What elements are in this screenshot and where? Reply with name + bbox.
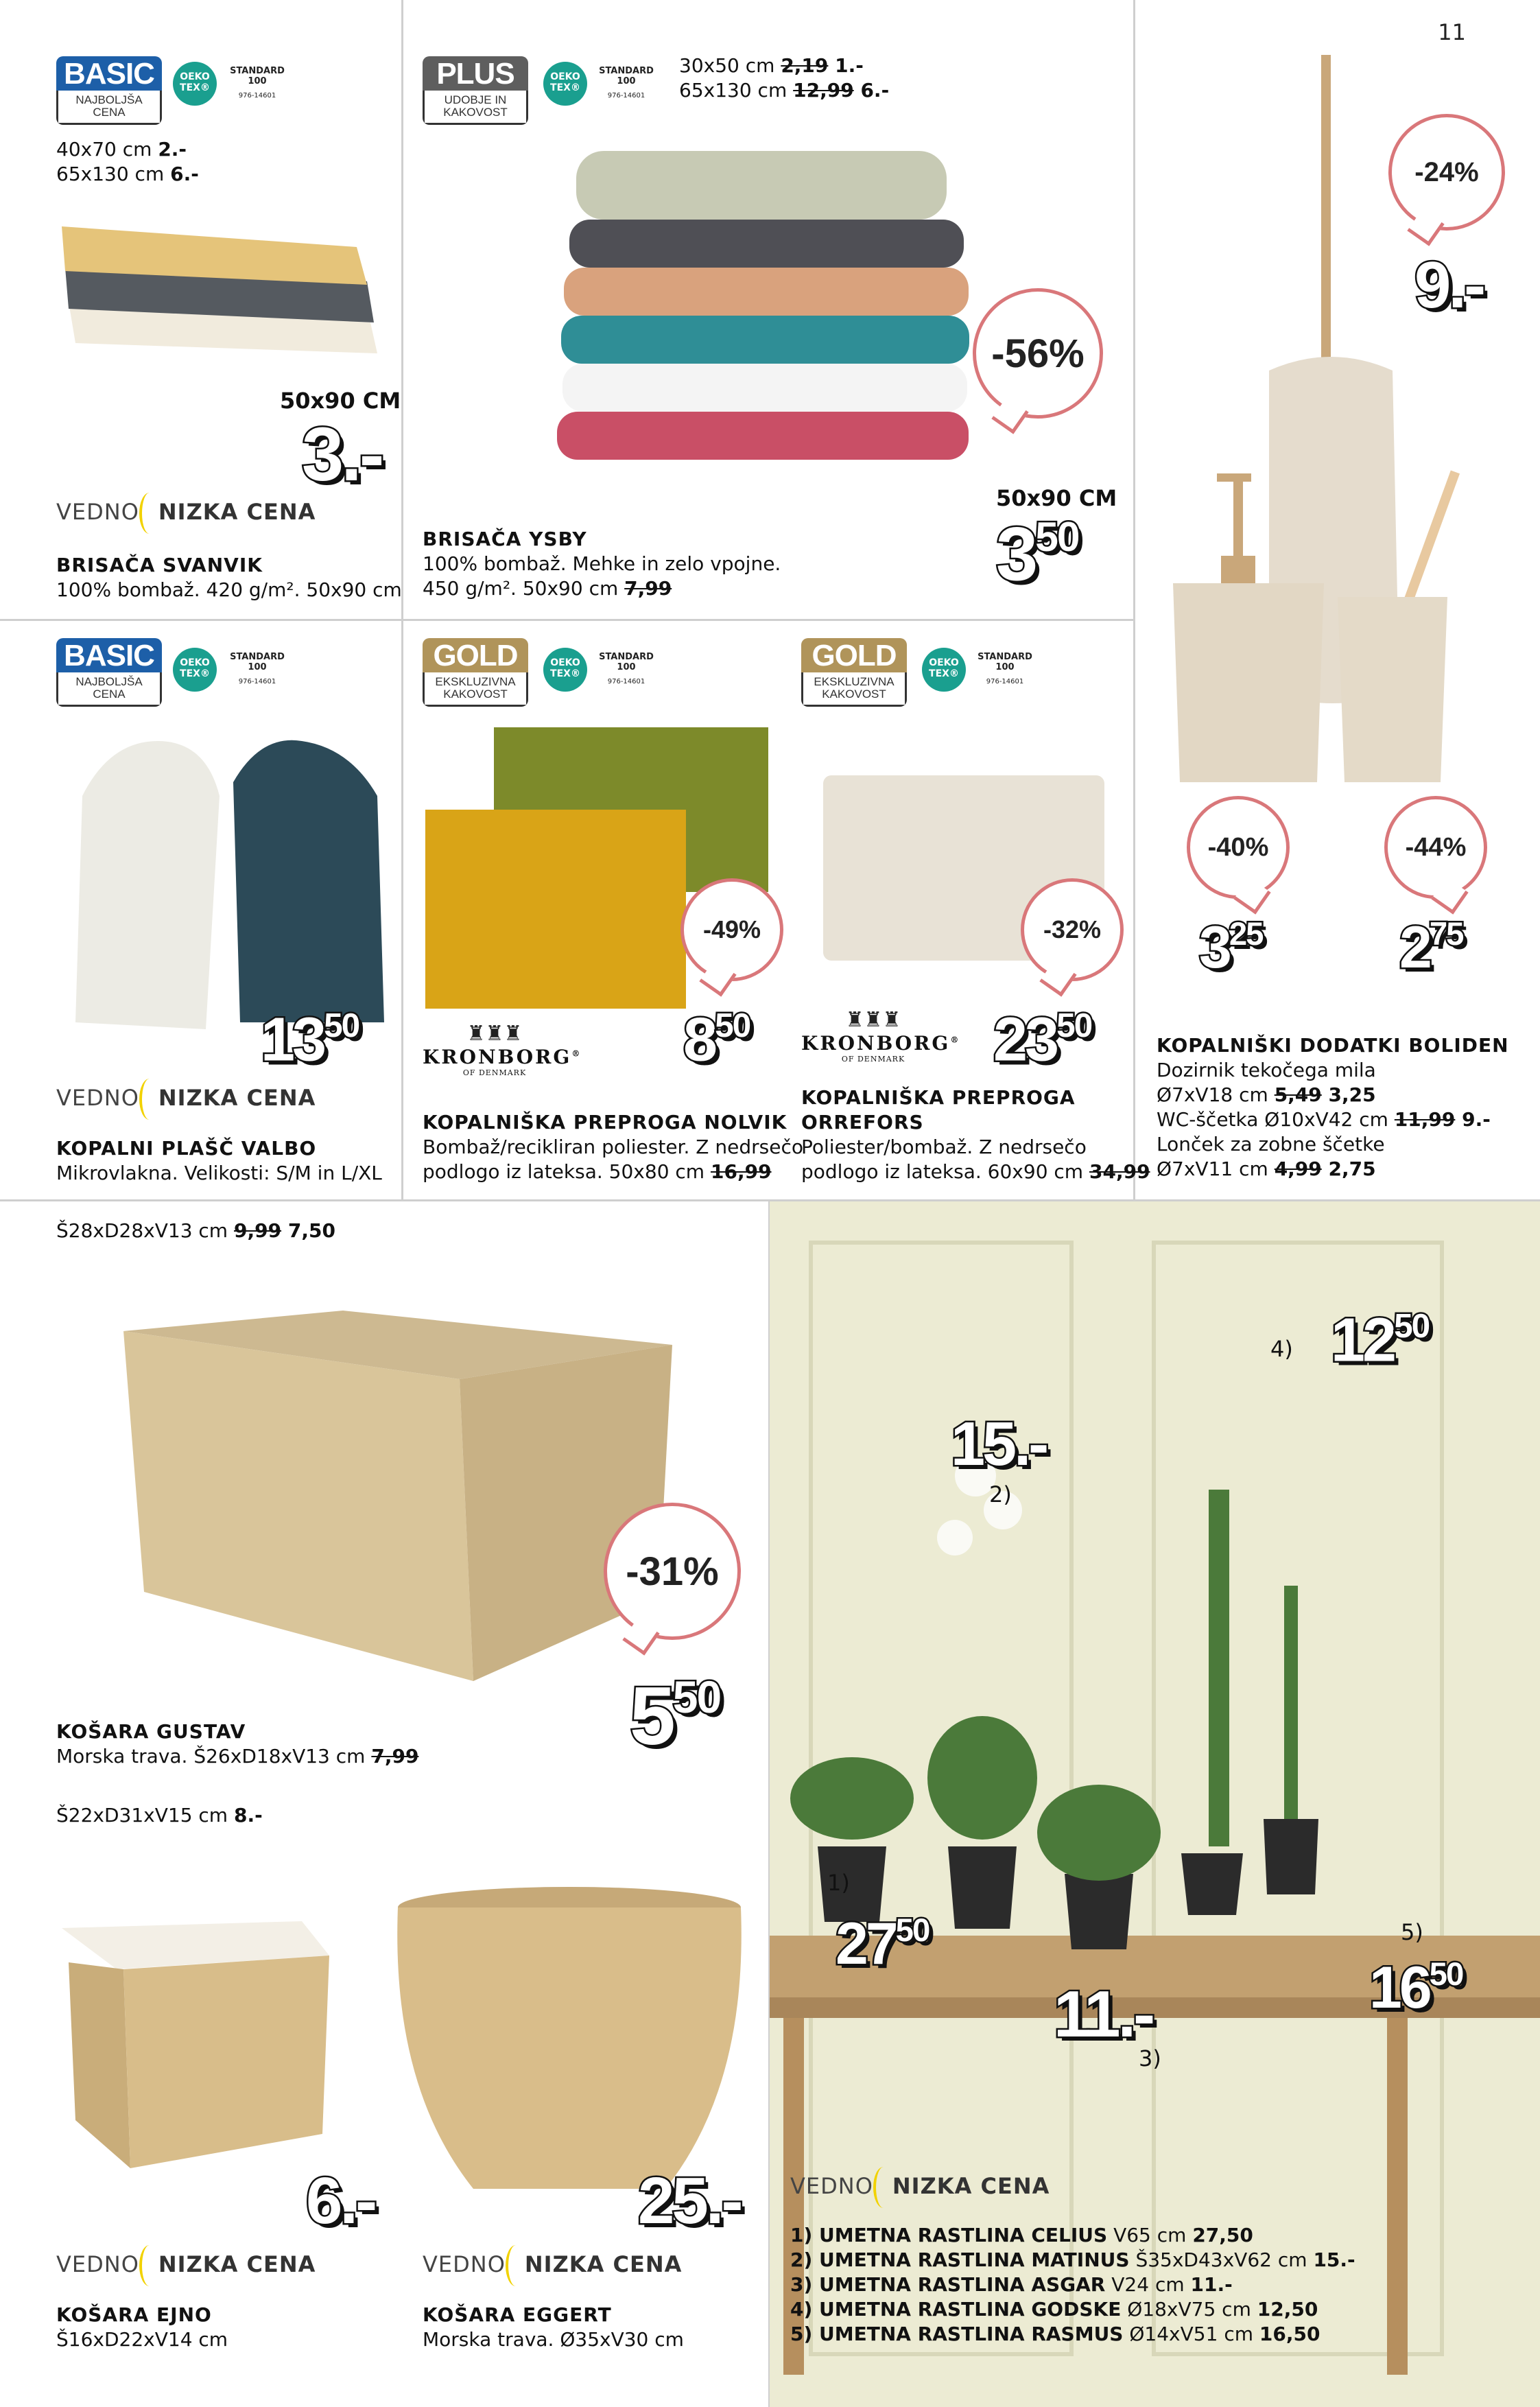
- basket-image: [391, 1880, 755, 2203]
- divider: [1133, 0, 1135, 1201]
- product-info: BRISAČA YSBY 100% bombaž. Mehke in zelo vpojne. 450 g/m². 50x90 cm 7,99: [423, 528, 781, 600]
- product-info: KOŠARA EJNO Š16xD22xV14 cm: [56, 2303, 228, 2351]
- discount-bubble: -32%: [1021, 878, 1124, 981]
- price: $5^{50}$: [630, 1670, 721, 1763]
- divider: [0, 619, 1133, 621]
- standard-100-label: STANDARD 100 976-14601: [230, 652, 285, 685]
- vedno-nizka-cena-logo: VEDNO NIZKA CENA: [423, 2244, 682, 2285]
- plant-label-1: 1): [827, 1870, 850, 1896]
- price: $3^{50}$: [996, 512, 1079, 597]
- size-line: Š28xD28xV13 cm 9,99 7,50: [56, 1219, 335, 1242]
- main-size: 50x90 CM: [280, 388, 401, 414]
- price: $3^{25}$: [1199, 915, 1263, 981]
- list-item: 2) UMETNA RASTLINA MATINUS Š35xD43xV62 cm 15.-: [790, 2249, 1355, 2271]
- standard-100-label: STANDARD 100 976-14601: [599, 652, 654, 685]
- page-number: 11: [1438, 19, 1466, 45]
- vedno-nizka-cena-logo: VEDNO NIZKA CENA: [56, 1077, 316, 1118]
- price-plant-3: 11.-: [1054, 1977, 1153, 2051]
- list-item: 5) UMETNA RASTLINA RASMUS Ø14xV51 cm 16,50: [790, 2323, 1320, 2345]
- discount-bubble: -24%: [1388, 114, 1505, 231]
- kronborg-logo: ♜♜♜ KRONBORG® OF DENMARK: [801, 1008, 961, 1064]
- standard-100-label: STANDARD 100 976-14601: [978, 652, 1032, 685]
- price: 3.-: [302, 412, 382, 497]
- price: $23^{50}$: [993, 1005, 1092, 1075]
- plant-label-5: 5): [1401, 1919, 1423, 1945]
- price: 25.-: [638, 2164, 741, 2238]
- discount-bubble: -56%: [973, 288, 1103, 419]
- price-plant-5: $16^{50}$: [1369, 1955, 1463, 2021]
- price: $13^{50}$: [261, 1005, 359, 1075]
- list-item: 3) UMETNA RASTLINA ASGAR V24 cm 11.-: [790, 2273, 1233, 2296]
- oeko-tex-logo: OEKO TEX®: [173, 648, 217, 692]
- basic-badge: BASIC NAJBOLJŠA CENA: [56, 638, 162, 707]
- oeko-tex-logo: OEKO TEX®: [543, 648, 587, 692]
- size-list: 30x50 cm 2,19 1.- 65x130 cm 12,99 6.-: [679, 54, 890, 102]
- size-line: Š22xD31xV15 cm 8.-: [56, 1804, 263, 1827]
- discount-bubble: -49%: [680, 878, 783, 981]
- plant-label-3: 3): [1139, 2045, 1161, 2071]
- plus-badge: PLUS UDOBJE IN KAKOVOST: [423, 56, 528, 125]
- oeko-tex-logo: OEKO TEX®: [543, 62, 587, 106]
- product-info: KOPALNIŠKA PREPROGA ORREFORS Poliester/bombaž. Z nedrsečo podlogo iz lateksa. 60x90 cm 34,99: [801, 1086, 1150, 1183]
- discount-bubble: -40%: [1187, 796, 1290, 899]
- plants-list: [790, 2223, 1355, 2347]
- gold-badge: GOLD EKSKLUZIVNA KAKOVOST: [801, 638, 907, 707]
- kronborg-logo: ♜♜♜ KRONBORG® OF DENMARK: [423, 1022, 582, 1077]
- list-item: 4) UMETNA RASTLINA GODSKE Ø18xV75 cm 12,50: [790, 2298, 1318, 2321]
- price: $2^{75}$: [1399, 915, 1463, 981]
- price: 9.-: [1414, 248, 1484, 322]
- product-info: KOŠARA GUSTAV Morska trava. Š26xD18xV13 cm 7,99: [56, 1720, 419, 1768]
- price-plant-2: 15.-: [951, 1410, 1047, 1479]
- towels-image: [55, 206, 384, 364]
- discount-bubble: -31%: [604, 1503, 741, 1640]
- basic-badge: BASIC NAJBOLJŠA CENA: [56, 56, 162, 125]
- vedno-nizka-cena-logo: VEDNO NIZKA CENA: [790, 2165, 1050, 2207]
- product-info: KOPALNI PLAŠČ VALBO Mikrovlakna. Velikosti: S/M in L/XL: [56, 1137, 382, 1184]
- standard-100-label: STANDARD 100 976-14601: [230, 66, 285, 99]
- price-plant-1: $27^{50}$: [836, 1911, 929, 1977]
- list-item: 1) UMETNA RASTLINA CELIUS V65 cm 27,50: [790, 2224, 1253, 2246]
- price: $8^{50}$: [683, 1005, 750, 1075]
- plant-label-4: 4): [1270, 1336, 1293, 1362]
- price: 6.-: [306, 2164, 375, 2238]
- vedno-nizka-cena-logo: VEDNO NIZKA CENA: [56, 491, 316, 532]
- bathrobes-image: [55, 727, 398, 1036]
- product-info: KOŠARA EGGERT Morska trava. Ø35xV30 cm: [423, 2303, 684, 2351]
- product-info: KOPALNIŠKI DODATKI BOLIDEN Dozirnik tekočega mila Ø7xV18 cm 5,49 3,25 WC-ščetka Ø10xV42 cm 11,99 9.- Lonček za zobne ščetke Ø7xV11 cm 4,99 2,75: [1157, 1034, 1509, 1180]
- price-plant-4: $12^{50}$: [1331, 1306, 1430, 1375]
- product-info: KOPALNIŠKA PREPROGA NOLVIK Bombaž/recikliran poliester. Z nedrsečo podlogo iz lateksa. 50x80 cm 16,99: [423, 1111, 803, 1183]
- oeko-tex-logo: OEKO TEX®: [173, 62, 217, 106]
- basket-image: [117, 1304, 686, 1688]
- vedno-nizka-cena-logo: VEDNO NIZKA CENA: [56, 2244, 316, 2285]
- discount-bubble: -44%: [1384, 796, 1487, 899]
- gold-badge: GOLD EKSKLUZIVNA KAKOVOST: [423, 638, 528, 707]
- product-info: BRISAČA SVANVIK 100% bombaž. 420 g/m². 50x90 cm: [56, 554, 402, 601]
- basket-image: [55, 1914, 336, 2175]
- standard-100-label: STANDARD 100 976-14601: [599, 66, 654, 99]
- oeko-tex-logo: OEKO TEX®: [922, 648, 966, 692]
- size-list: 40x70 cm 2.- 65x130 cm 6.-: [56, 138, 199, 185]
- towels-stack-image: [549, 124, 988, 480]
- main-size: 50x90 CM: [996, 485, 1117, 511]
- plant-label-2: 2): [989, 1481, 1012, 1507]
